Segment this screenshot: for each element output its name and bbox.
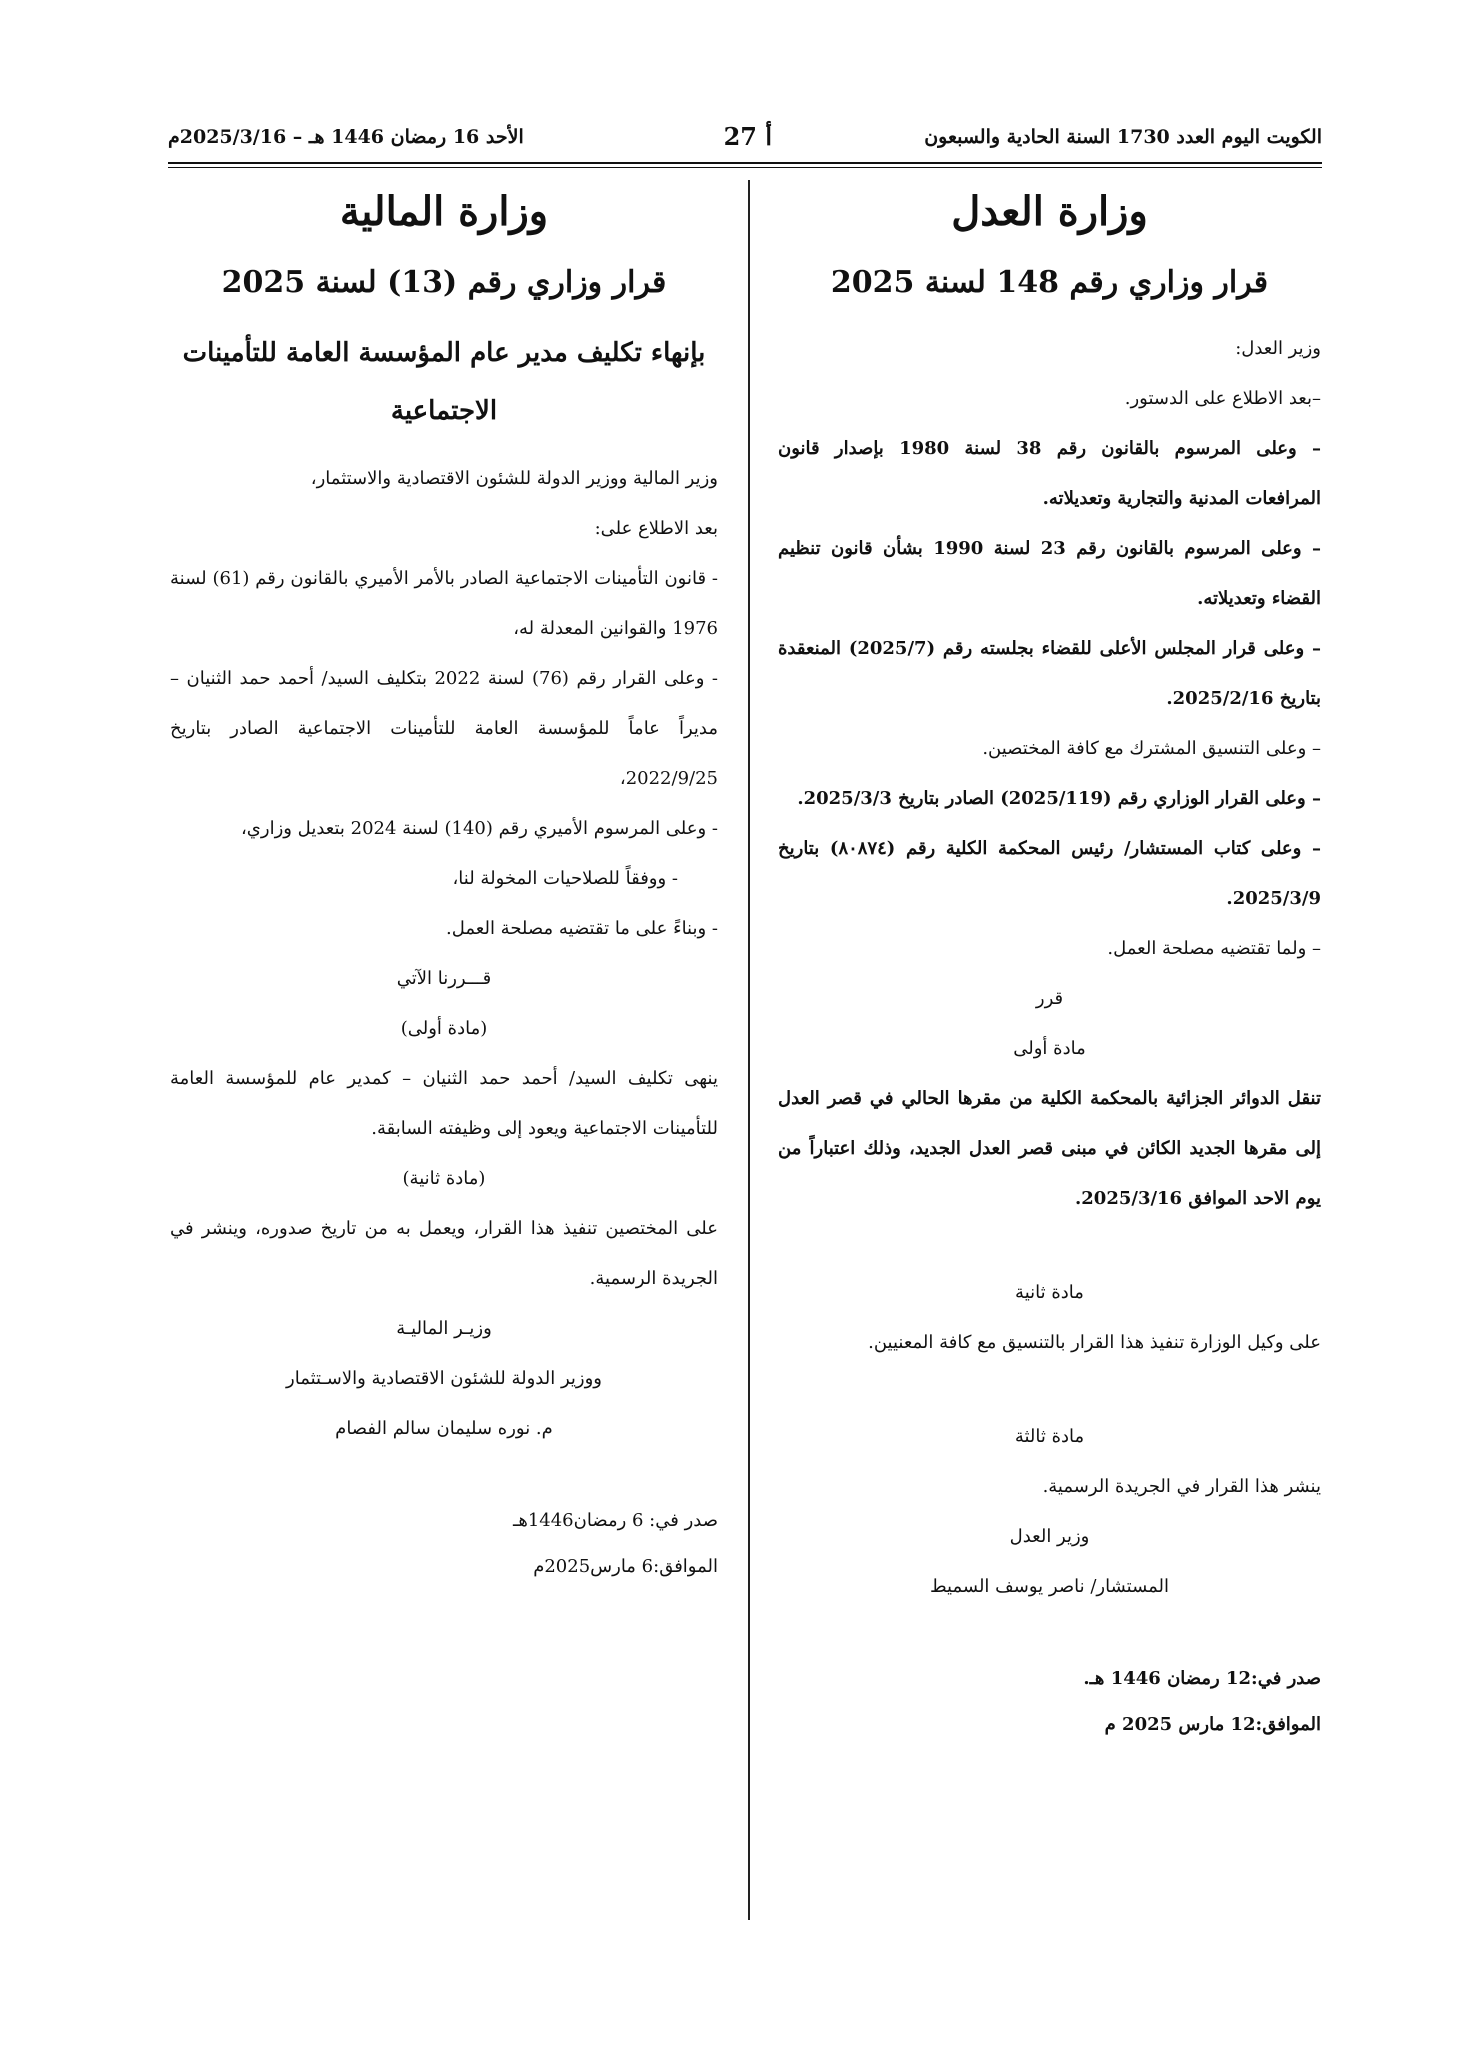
page-number: أ 27	[723, 122, 772, 151]
justice-line: – ولما تقتضيه مصلحة العمل.	[1107, 938, 1321, 959]
justice-decision-title: قرار وزاري رقم 148 لسنة 2025	[830, 265, 1269, 300]
justice-line: – وعلى كتاب المستشار/ رئيس المحكمة الكلية رقم (٨٠٨٧٤) بتاريخ 2025/3/9.	[778, 838, 1322, 909]
column-divider	[748, 180, 750, 1920]
finance-article2-text: على المختصين تنفيذ هذا القرار، ويعمل به من تاريخ صدوره، وينشر في الجريدة الرسمية.	[170, 1218, 718, 1289]
finance-column	[170, 188, 718, 1590]
finance-article1-title: (مادة أولى)	[400, 1018, 488, 1039]
justice-line: – وعلى التنسيق المشترك مع كافة المختصين.	[982, 738, 1321, 759]
header-rule-thin	[168, 167, 1322, 168]
finance-list-item: - وعلى المرسوم الأميري رقم (140) لسنة 2024 بتعديل وزاري،	[170, 804, 718, 854]
justice-line: – وعلى القرار الوزاري رقم (2025/119) الصادر بتاريخ 2025/3/3.	[797, 788, 1321, 809]
justice-article1-text: تنقل الدوائر الجزائية بالمحكمة الكلية من مقرها الحالي في قصر العدل إلى مقرها الجديد الكائن في مبنى قصر العدل الجديد، وذلك اعتباراً من يوم الاحد الموافق 2025/3/16.	[778, 1088, 1321, 1209]
finance-list-item: - وعلى القرار رقم (76) لسنة 2022 بتكليف السيد/ أحمد حمد الثنيان – مديراً عاماً للمؤسسة العامة للتأمينات الاجتماعية الصادر بتاريخ 2022/9/25،	[170, 654, 718, 804]
header-date: الأحد 16 رمضان 1446 هـ – 2025/3/16م	[168, 126, 524, 148]
finance-decided: قـــررنا الآتي	[396, 968, 492, 989]
justice-ministry-title: وزارة العدل	[951, 188, 1148, 235]
justice-issued-gregorian: الموافق:12 مارس 2025 م	[1104, 1714, 1321, 1735]
finance-list-item: - ووفقاً للصلاحيات المخولة لنا،	[170, 854, 718, 904]
header-rule	[168, 162, 1322, 164]
justice-article1-title: مادة أولى	[1013, 1038, 1086, 1059]
finance-decision-title: قرار وزاري رقم (13) لسنة 2025	[221, 265, 667, 300]
justice-decided: قرر	[1035, 988, 1064, 1009]
finance-article1-text: ينهى تكليف السيد/ أحمد حمد الثنيان – كمدير عام للمؤسسة العامة للتأمينات الاجتماعية ويعود إلى وظيفته السابقة.	[170, 1068, 718, 1139]
justice-line: – وعلى المرسوم بالقانون رقم 23 لسنة 1990 بشأن قانون تنظيم القضاء وتعديلاته.	[778, 538, 1321, 609]
page-header	[168, 118, 1322, 158]
justice-line: وزير العدل:	[1235, 338, 1321, 359]
header-issue-info: الكويت اليوم العدد 1730 السنة الحادية والسبعون	[924, 126, 1322, 148]
finance-minister-name: م. نوره سليمان سالم الفصام	[335, 1418, 553, 1439]
justice-article3-title: مادة ثالثة	[1014, 1426, 1085, 1447]
justice-article2-text: على وكيل الوزارة تنفيذ هذا القرار بالتنسيق مع كافة المعنيين.	[868, 1332, 1321, 1353]
finance-after-review: بعد الاطلاع على:	[594, 518, 718, 539]
finance-article2-title: (مادة ثانية)	[402, 1168, 486, 1189]
justice-issued-hijri: صدر في:12 رمضان 1446 هـ.	[1083, 1668, 1321, 1689]
justice-minister-name: المستشار/ ناصر يوسف السميط	[929, 1576, 1170, 1597]
finance-minister-title: وزيـر الماليـة	[396, 1318, 492, 1339]
finance-list-item: - قانون التأمينات الاجتماعية الصادر بالأمر الأميري بالقانون رقم (61) لسنة 1976 والقوانين المعدلة له،	[170, 554, 718, 654]
justice-article3-text: ينشر هذا القرار في الجريدة الرسمية.	[1042, 1476, 1321, 1497]
finance-subject: بإنهاء تكليف مدير عام المؤسسة العامة للتأمينات الاجتماعية	[182, 338, 706, 426]
justice-line: – وعلى قرار المجلس الأعلى للقضاء بجلسته رقم (2025/7) المنعقدة بتاريخ 2025/2/16.	[778, 638, 1321, 709]
finance-minister-title2: ووزير الدولة للشئون الاقتصادية والاسـتثمار	[286, 1368, 602, 1389]
justice-column	[778, 188, 1321, 1748]
finance-ministry-title: وزارة المالية	[339, 188, 549, 235]
finance-list-item: - وبناءً على ما تقتضيه مصلحة العمل.	[170, 904, 718, 954]
finance-issued-gregorian: الموافق:6 مارس2025م	[533, 1556, 718, 1577]
justice-minister-title: وزير العدل	[1009, 1526, 1090, 1547]
finance-intro: وزير المالية ووزير الدولة للشئون الاقتصادية والاستثمار،	[310, 468, 718, 489]
justice-line: –بعد الاطلاع على الدستور.	[1124, 388, 1321, 409]
justice-article2-title: مادة ثانية	[1015, 1282, 1084, 1303]
finance-issued-hijri: صدر في: 6 رمضان1446هـ	[513, 1510, 718, 1531]
justice-line: – وعلى المرسوم بالقانون رقم 38 لسنة 1980 بإصدار قانون المرافعات المدنية والتجارية وتعديلاته.	[778, 438, 1321, 509]
